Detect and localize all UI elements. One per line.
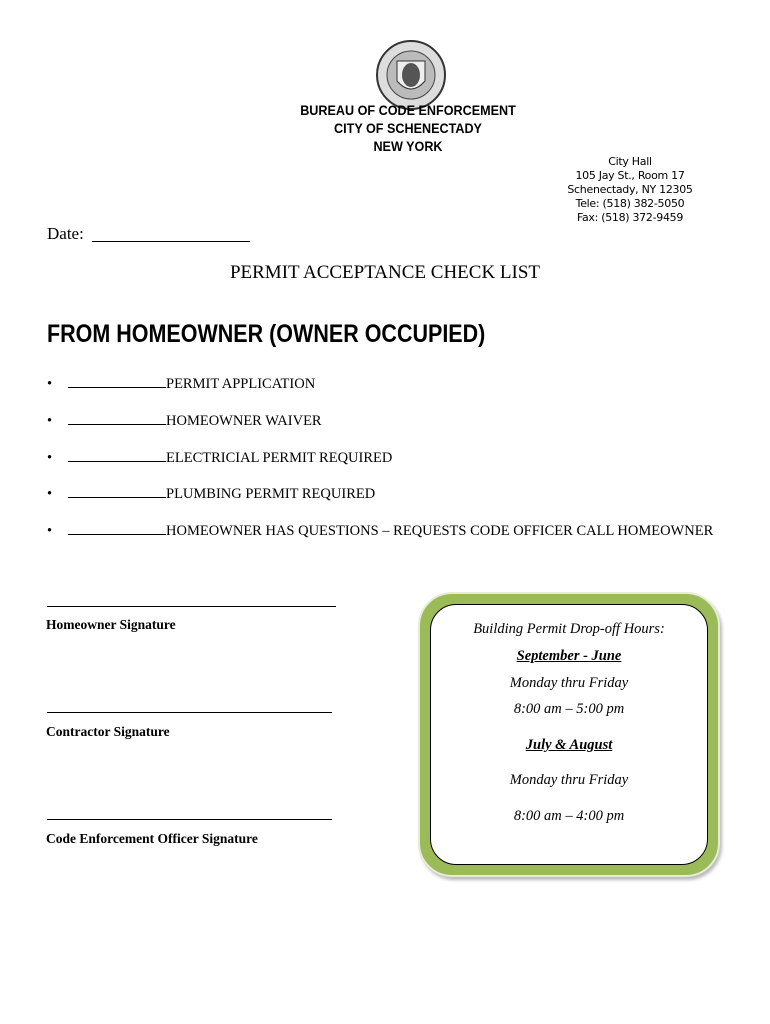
checklist-label: HOMEOWNER WAIVER bbox=[166, 413, 322, 429]
city-seal-logo bbox=[375, 39, 447, 111]
state-name: NEW YORK bbox=[373, 138, 443, 154]
homeowner-signature-line[interactable] bbox=[47, 606, 336, 607]
checklist-item: • HOMEOWNER WAIVER bbox=[47, 413, 322, 429]
homeowner-signature-label: Homeowner Signature bbox=[46, 617, 176, 632]
date-field[interactable] bbox=[92, 241, 250, 242]
hours-title: Building Permit Drop-off Hours: bbox=[473, 621, 665, 637]
checklist-label: PERMIT APPLICATION bbox=[166, 376, 316, 392]
city-name: CITY OF SCHENECTADY bbox=[334, 120, 482, 136]
address-line: City Hall bbox=[608, 155, 652, 168]
address-line: Schenectady, NY 12305 bbox=[567, 183, 693, 196]
date-label: Date: bbox=[47, 224, 84, 243]
contractor-signature-line[interactable] bbox=[47, 712, 332, 713]
checklist-item: • PLUMBING PERMIT REQUIRED bbox=[47, 486, 376, 502]
days-2: Monday thru Friday bbox=[509, 772, 629, 788]
section-heading: FROM HOMEOWNER (OWNER OCCUPIED) bbox=[47, 320, 486, 348]
address-line: 105 Jay St., Room 17 bbox=[575, 169, 685, 182]
time-2: 8:00 am – 4:00 pm bbox=[513, 808, 625, 824]
contractor-signature-label: Contractor Signature bbox=[46, 724, 170, 739]
checklist-label: PLUMBING PERMIT REQUIRED bbox=[166, 486, 376, 502]
time-1: 8:00 am – 5:00 pm bbox=[513, 701, 625, 717]
phone-line: Tele: (518) 382-5050 bbox=[575, 197, 685, 210]
checklist-item: • ELECTRICIAL PERMIT REQUIRED bbox=[47, 450, 393, 466]
checklist-label: ELECTRICIAL PERMIT REQUIRED bbox=[166, 450, 393, 466]
drop-off-hours-box bbox=[418, 592, 720, 877]
checklist-item: • PERMIT APPLICATION bbox=[47, 376, 316, 392]
period-september-june: September - June bbox=[516, 648, 622, 664]
officer-signature-label: Code Enforcement Officer Signature bbox=[46, 831, 258, 846]
checklist-label: HOMEOWNER HAS QUESTIONS – REQUESTS CODE OFFICER CALL HOMEOWNER bbox=[166, 523, 714, 539]
fax-line: Fax: (518) 372-9459 bbox=[576, 211, 684, 224]
officer-signature-line[interactable] bbox=[47, 819, 332, 820]
days-1: Monday thru Friday bbox=[509, 675, 629, 691]
period-july-august: July & August bbox=[525, 737, 613, 753]
check-blank[interactable] bbox=[68, 387, 166, 388]
check-blank[interactable] bbox=[68, 461, 166, 462]
check-blank[interactable] bbox=[68, 424, 166, 425]
check-blank[interactable] bbox=[68, 534, 166, 535]
page-title: PERMIT ACCEPTANCE CHECK LIST bbox=[229, 262, 541, 283]
check-blank[interactable] bbox=[68, 497, 166, 498]
bureau-name: BUREAU OF CODE ENFORCEMENT bbox=[300, 102, 516, 118]
checklist-item: • HOMEOWNER HAS QUESTIONS – REQUESTS CODE OFFICER CALL HOMEOWNER bbox=[47, 523, 714, 539]
